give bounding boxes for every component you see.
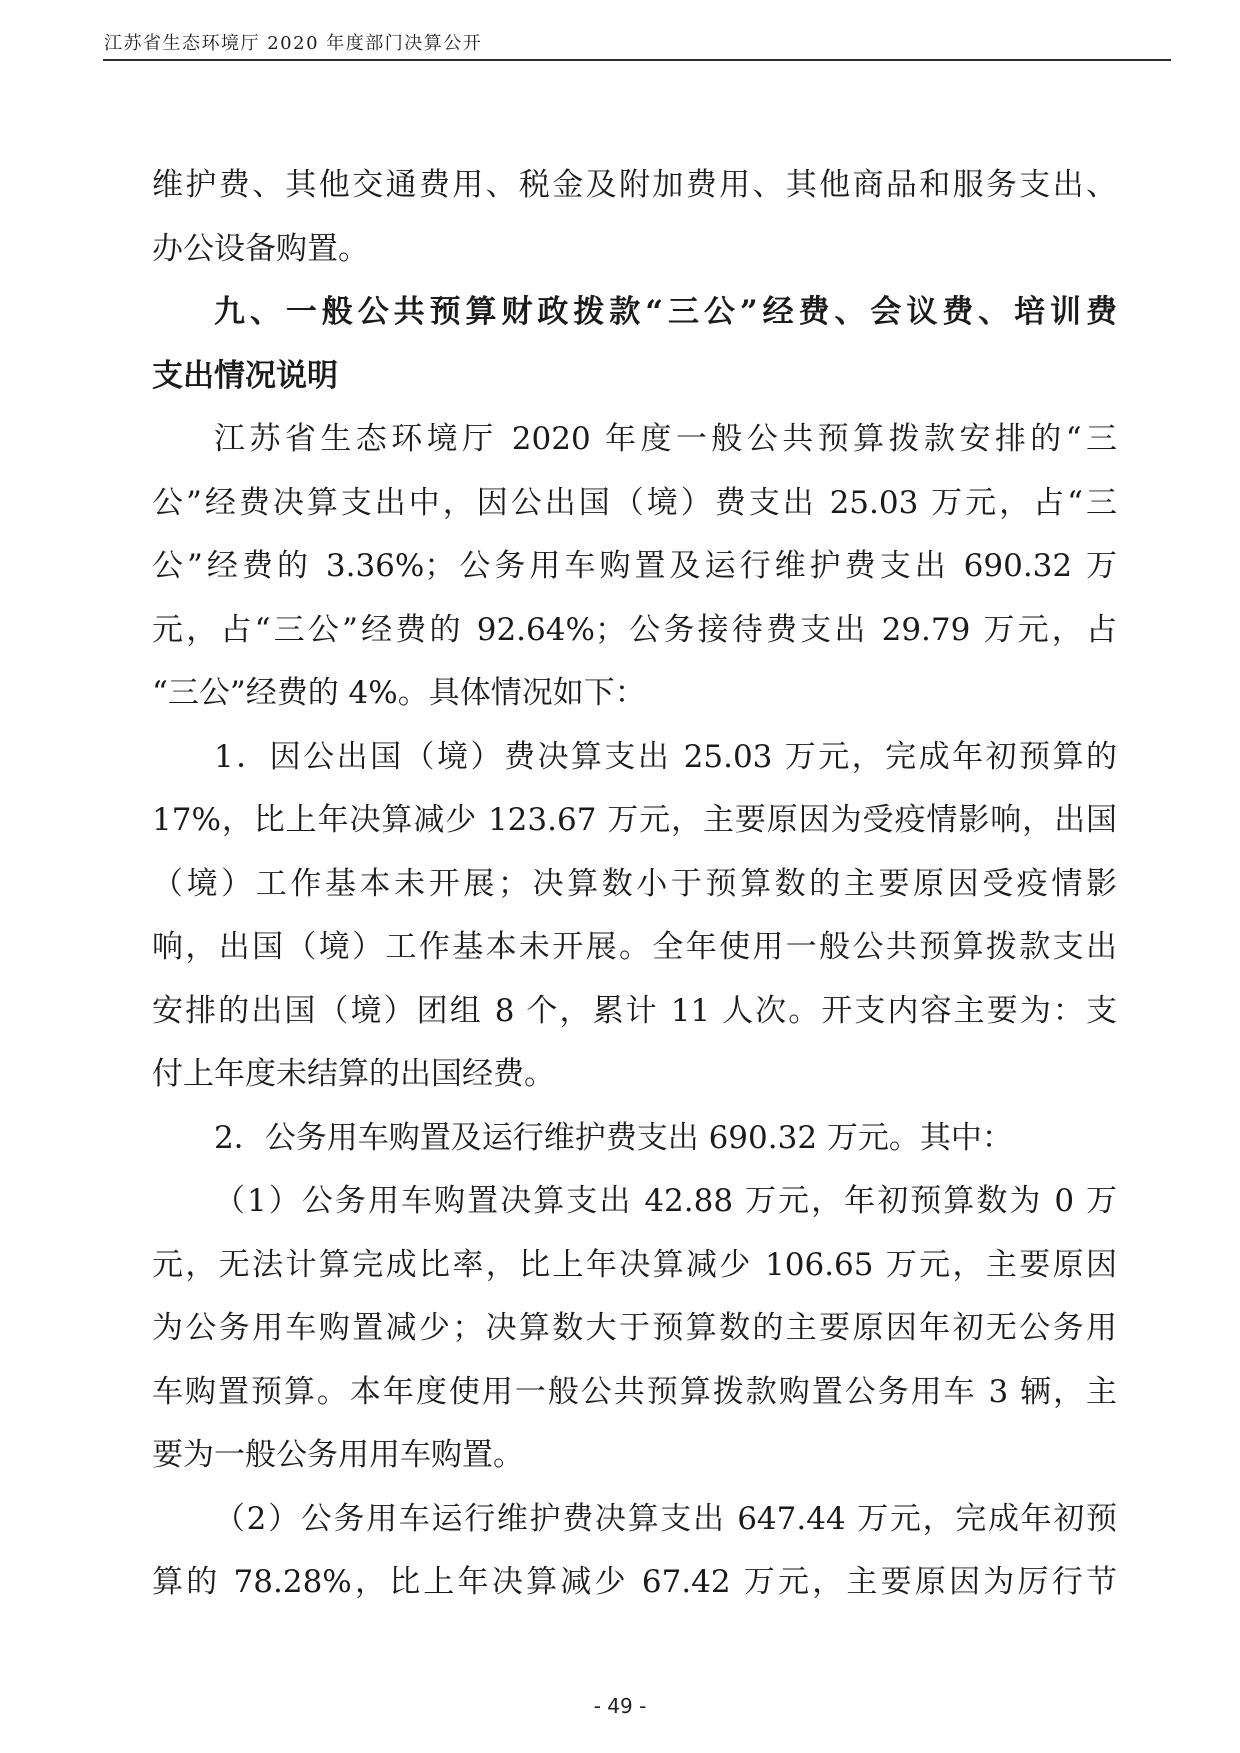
body-line: 元，占“三公”经费的 92.64%；公务接待费支出 29.79 万元，占 [152,611,1117,648]
body-line: 维护费、其他交通费用、税金及附加费用、其他商品和服务支出、 [152,167,1117,203]
body-line: 公”经费决算支出中，因公出国（境）费支出 25.03 万元，占“三 [152,484,1117,521]
body-line: 江苏省生态环境厅 2020 年度一般公共预算拨款安排的“三 [214,421,1117,457]
body-line: 办公设备购置。 [152,230,369,267]
body-line: 为公务用车购置减少；决算数大于预算数的主要原因年初无公务用 [152,1310,1117,1346]
document-body [152,154,1117,1615]
body-line: 元，无法计算完成比率，比上年决算减少 106.65 万元，主要原因 [152,1246,1117,1283]
body-line: 车购置预算。本年度使用一般公共预算拨款购置公务用车 3 辆，主 [152,1373,1117,1410]
body-line: 17%，比上年决算减少 123.67 万元，主要原因为受疫情影响，出国 [152,802,1117,838]
body-line: 要为一般公务用用车购置。 [152,1437,524,1473]
body-line: 安排的出国（境）团组 8 个，累计 11 人次。开支内容主要为：支 [152,992,1117,1029]
section-heading-line: 九、一般公共预算财政拨款“三公”经费、会议费、培训费 [214,294,1117,330]
page-header-title: 江苏省生态环境厅 2020 年度部门决算公开 [104,33,483,54]
body-line: 1．因公出国（境）费决算支出 25.03 万元，完成年初预算的 [214,738,1117,775]
body-line: （境）工作基本未开展；决算数小于预算数的主要原因受疫情影 [152,865,1117,902]
body-line: 算的 78.28%，比上年决算减少 67.42 万元，主要原因为厉行节 [152,1564,1117,1600]
section-heading-line: 支出情况说明 [152,357,338,394]
body-line: 公”经费的 3.36%；公务用车购置及运行维护费支出 690.32 万 [152,548,1117,584]
body-line: （1）公务用车购置决算支出 42.88 万元，年初预算数为 0 万 [214,1183,1117,1219]
page-number: - 49 - [593,1694,647,1718]
body-line: “三公”经费的 4%。具体情况如下： [152,675,646,711]
body-line: 响，出国（境）工作基本未开展。全年使用一般公共预算拨款支出 [152,929,1117,965]
header-divider [103,59,1171,61]
body-line: （2）公务用车运行维护费决算支出 647.44 万元，完成年初预 [214,1500,1117,1537]
body-line: 2．公务用车购置及运行维护费支出 690.32 万元。其中： [214,1119,1013,1156]
body-line: 付上年度未结算的出国经费。 [152,1056,555,1092]
